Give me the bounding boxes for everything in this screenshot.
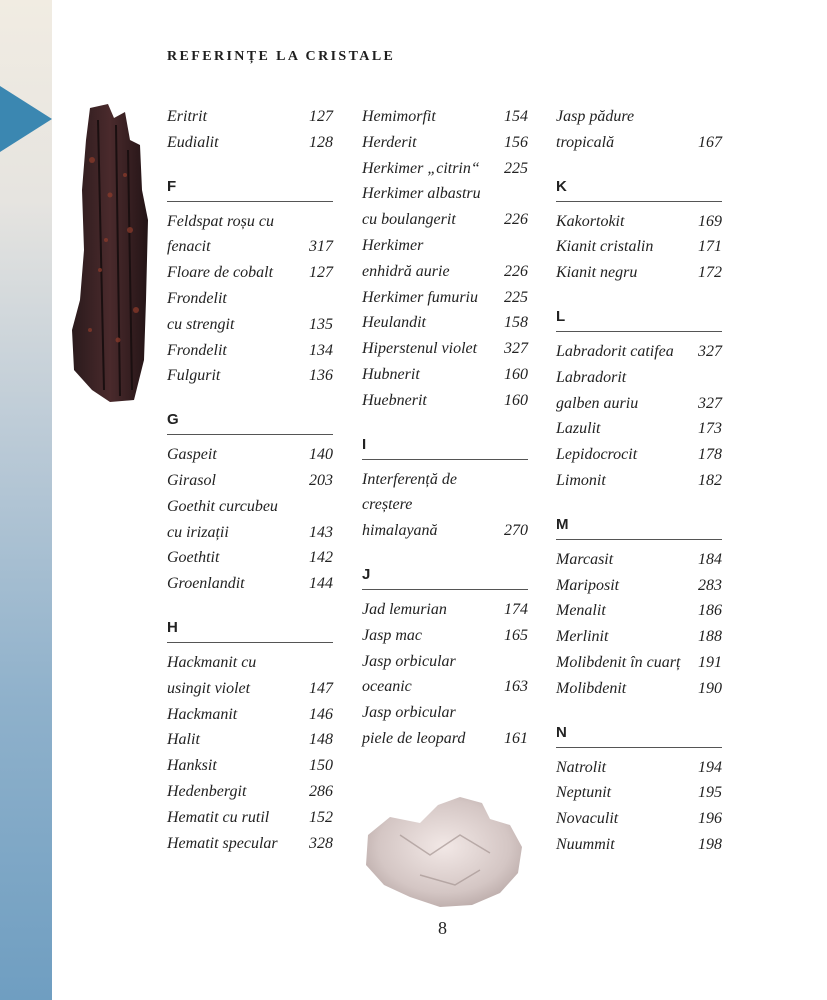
entry-page: 172	[698, 264, 722, 282]
entry-page: 173	[698, 420, 722, 438]
entry-page: 152	[309, 808, 333, 826]
entry-term: Hedenbergit	[167, 782, 247, 800]
entry-term: Interferență de	[362, 470, 457, 488]
entry-term: Floare de cobalt	[167, 264, 274, 282]
entry-term: Halit	[167, 731, 200, 749]
entry-term: Herderit	[362, 133, 417, 151]
index-entry-line	[362, 388, 528, 414]
entry-page: 147	[309, 679, 333, 697]
entry-page: 160	[504, 365, 528, 383]
entry-page: 158	[504, 314, 528, 332]
entry-page: 188	[698, 628, 722, 646]
index-entry-line	[556, 391, 722, 417]
entry-term: Jad lemurian	[362, 600, 447, 618]
entry-term: Frondelit	[167, 289, 227, 307]
entry-page: 140	[309, 446, 333, 464]
entry-term: Goethtit	[167, 549, 220, 567]
entry-page: 156	[504, 133, 528, 151]
entry-page: 127	[309, 264, 333, 282]
index-entry-line	[167, 753, 333, 779]
entry-page: 128	[309, 133, 333, 151]
index-entry-line	[556, 130, 722, 156]
entry-page: 198	[698, 835, 722, 853]
entry-term: cu strengit	[167, 315, 235, 333]
index-entry-line	[556, 573, 722, 599]
entry-term: cu irizații	[167, 523, 229, 541]
entry-page: 160	[504, 391, 528, 409]
index-entry-line	[167, 571, 333, 597]
entry-term: Neptunit	[556, 784, 612, 802]
entry-page: 327	[698, 394, 722, 412]
entry-term: Kakortokit	[556, 212, 625, 230]
entry-term: Herkimer fumuriu	[362, 288, 478, 306]
index-entry-line	[362, 233, 528, 259]
index-entry-line	[167, 468, 333, 494]
index-entry-line	[362, 518, 528, 544]
entry-term: Goethit curcubeu	[167, 497, 278, 515]
entry-page: 161	[504, 729, 528, 747]
entry-term: Herkimer	[362, 236, 424, 254]
index-entry-line	[167, 650, 333, 676]
entry-term: Fulgurit	[167, 367, 221, 385]
entry-term: Mariposit	[556, 576, 620, 594]
entry-term: Limonit	[556, 471, 606, 489]
entry-page: 226	[504, 211, 528, 229]
index-entry-line	[556, 780, 722, 806]
index-entry-line	[556, 234, 722, 260]
index-entry-line	[556, 806, 722, 832]
index-entry-line	[167, 494, 333, 520]
section-letter: H	[167, 619, 333, 643]
entry-term: Frondelit	[167, 341, 227, 359]
entry-page: 171	[698, 238, 722, 256]
entry-page: 317	[309, 238, 333, 256]
index-entry-line	[167, 130, 333, 156]
entry-term: Huebnerit	[362, 391, 427, 409]
entry-term: Hanksit	[167, 757, 217, 775]
entry-term: Feldspat roșu cu	[167, 212, 274, 230]
index-entry-line	[556, 365, 722, 391]
entry-term: Jasp orbicular	[362, 704, 456, 722]
entry-term: Hackmanit cu	[167, 653, 257, 671]
index-entry-line	[556, 104, 722, 130]
page-number: 8	[438, 918, 447, 938]
index-entry-line	[556, 339, 722, 365]
entry-page: 144	[309, 575, 333, 593]
index-entry-line	[362, 649, 528, 675]
entry-page: 225	[504, 288, 528, 306]
index-entry-line	[167, 779, 333, 805]
entry-term: enhidră aurie	[362, 262, 450, 280]
index-entry-line	[167, 338, 333, 364]
entry-term: Hackmanit	[167, 705, 238, 723]
index-entry-line	[167, 104, 333, 130]
entry-term: Labradorit	[556, 368, 627, 386]
section-letter: N	[556, 724, 722, 748]
index-entry-line	[167, 805, 333, 831]
index-entry-line	[167, 727, 333, 753]
entry-page: 174	[504, 600, 528, 618]
index-entry-line	[556, 598, 722, 624]
index-entry-line	[362, 310, 528, 336]
entry-page: 154	[504, 108, 528, 125]
index-entry-line	[167, 260, 333, 286]
entry-term: Hubnerit	[362, 365, 420, 383]
index-entry-line	[167, 442, 333, 468]
entry-page: 286	[309, 782, 333, 800]
entry-page: 203	[309, 471, 333, 489]
index-entry-line	[556, 468, 722, 494]
entry-page: 226	[504, 262, 528, 280]
entry-term: Menalit	[556, 602, 606, 620]
entry-page: 178	[698, 446, 722, 464]
dark-crystal-image	[70, 100, 150, 405]
index-entry-line	[362, 362, 528, 388]
index-entry-line	[167, 520, 333, 546]
index-entry-line	[362, 259, 528, 285]
entry-page: 136	[309, 367, 333, 385]
entry-term: Nuummit	[556, 835, 615, 853]
section-letter: M	[556, 516, 722, 540]
index-entry-line	[167, 831, 333, 857]
entry-term: Natrolit	[556, 758, 607, 776]
section-letter: J	[362, 566, 528, 590]
entry-term: Molibdenit în cuarț	[556, 653, 681, 671]
index-entry-line	[362, 467, 528, 493]
entry-page: 143	[309, 523, 333, 541]
entry-term: tropicală	[556, 133, 615, 151]
entry-page: 190	[698, 679, 722, 697]
index-entry-line	[362, 492, 528, 518]
index-entry-line	[556, 624, 722, 650]
index-entry-line	[556, 416, 722, 442]
entry-term: Jasp orbicular	[362, 652, 456, 670]
index-entry-line	[556, 260, 722, 286]
index-entry-line	[556, 755, 722, 781]
entry-page: 283	[698, 576, 722, 594]
entry-page: 184	[698, 550, 722, 568]
entry-term: Marcasit	[556, 550, 614, 568]
section-letter: K	[556, 178, 722, 202]
entry-term: cu boulangerit	[362, 211, 456, 229]
entry-page: 169	[698, 212, 722, 230]
entry-term: Eudialit	[167, 133, 219, 151]
entry-page: 191	[698, 653, 722, 671]
index-entry-line	[167, 676, 333, 702]
quartz-crystal-image	[360, 795, 530, 910]
entry-page: 135	[309, 315, 333, 333]
entry-page: 196	[698, 810, 722, 828]
entry-page: 167	[698, 133, 722, 151]
index-entry-line	[556, 442, 722, 468]
entry-term: Lepidocrocit	[556, 446, 638, 464]
entry-term: Groenlandit	[167, 575, 245, 593]
index-entry-line	[556, 209, 722, 235]
index-entry-line	[362, 336, 528, 362]
entry-page: 270	[504, 522, 528, 540]
entry-term: Herkimer albastru	[362, 185, 481, 203]
section-letter: G	[167, 411, 333, 435]
index-entry-line	[362, 181, 528, 207]
entry-term: Labradorit catifea	[556, 342, 674, 360]
entry-page: 327	[698, 342, 722, 360]
index-entry-line	[167, 286, 333, 312]
entry-term: oceanic	[362, 678, 412, 696]
index-entry-line	[167, 545, 333, 571]
index-entry-line	[362, 597, 528, 623]
page-header: REFERINȚE LA CRISTALE	[167, 49, 396, 64]
index-entry-line	[167, 363, 333, 389]
index-entry-line	[556, 832, 722, 858]
entry-page: 127	[309, 108, 333, 125]
entry-term: Hiperstenul violet	[362, 340, 478, 358]
entry-term: galben auriu	[556, 394, 639, 412]
index-entry-line	[556, 650, 722, 676]
entry-term: Jasp pădure	[556, 108, 635, 125]
entry-term: piele de leopard	[362, 729, 466, 747]
entry-page: 327	[504, 340, 528, 358]
index-entry-line	[362, 156, 528, 182]
index-entry-line	[362, 700, 528, 726]
index-entry-line	[167, 234, 333, 260]
entry-term: Kianit cristalin	[556, 238, 654, 256]
entry-page: 150	[309, 757, 333, 775]
index-entry-line	[167, 702, 333, 728]
entry-term: Kianit negru	[556, 264, 638, 282]
index-column-1	[167, 104, 333, 856]
entry-term: Heulandit	[362, 314, 426, 332]
entry-term: himalayană	[362, 522, 438, 540]
index-entry-line	[167, 312, 333, 338]
entry-term: Girasol	[167, 471, 216, 489]
section-letter: I	[362, 436, 528, 460]
entry-term: Lazulit	[556, 420, 601, 438]
entry-page: 142	[309, 549, 333, 567]
entry-page: 182	[698, 471, 722, 489]
index-entry-line	[362, 285, 528, 311]
entry-page: 225	[504, 159, 528, 177]
entry-term: Novaculit	[556, 810, 619, 828]
index-column-2	[362, 104, 528, 752]
index-entry-line	[556, 676, 722, 702]
entry-term: Eritrit	[167, 108, 208, 125]
entry-term: Gaspeit	[167, 446, 217, 464]
entry-term: Merlinit	[556, 628, 609, 646]
entry-page: 186	[698, 602, 722, 620]
entry-page: 163	[504, 678, 528, 696]
index-entry-line	[362, 623, 528, 649]
index-column-3	[556, 104, 722, 858]
index-entry-line	[167, 209, 333, 235]
section-letter: F	[167, 178, 333, 202]
index-entry-line	[362, 674, 528, 700]
index-entry-line	[556, 547, 722, 573]
index-entry-line	[362, 207, 528, 233]
triangle-arrow-icon	[0, 86, 52, 152]
entry-term: Jasp mac	[362, 626, 422, 644]
index-entry-line	[362, 726, 528, 752]
entry-page: 328	[309, 834, 333, 852]
entry-page: 134	[309, 341, 333, 359]
entry-term: fenacit	[167, 238, 211, 256]
index-entry-line	[362, 104, 528, 130]
entry-term: creștere	[362, 496, 413, 514]
entry-page: 194	[698, 758, 722, 776]
index-entry-line	[362, 130, 528, 156]
entry-term: Hematit cu rutil	[167, 808, 270, 826]
entry-term: usingit violet	[167, 679, 251, 697]
entry-term: Hematit specular	[167, 834, 278, 852]
entry-page: 165	[504, 626, 528, 644]
entry-page: 146	[309, 705, 333, 723]
entry-term: Hemimorfit	[362, 108, 436, 125]
entry-term: Herkimer „citrin“	[362, 159, 480, 177]
section-letter: L	[556, 308, 722, 332]
entry-page: 195	[698, 784, 722, 802]
entry-page: 148	[309, 731, 333, 749]
entry-term: Molibdenit	[556, 679, 627, 697]
